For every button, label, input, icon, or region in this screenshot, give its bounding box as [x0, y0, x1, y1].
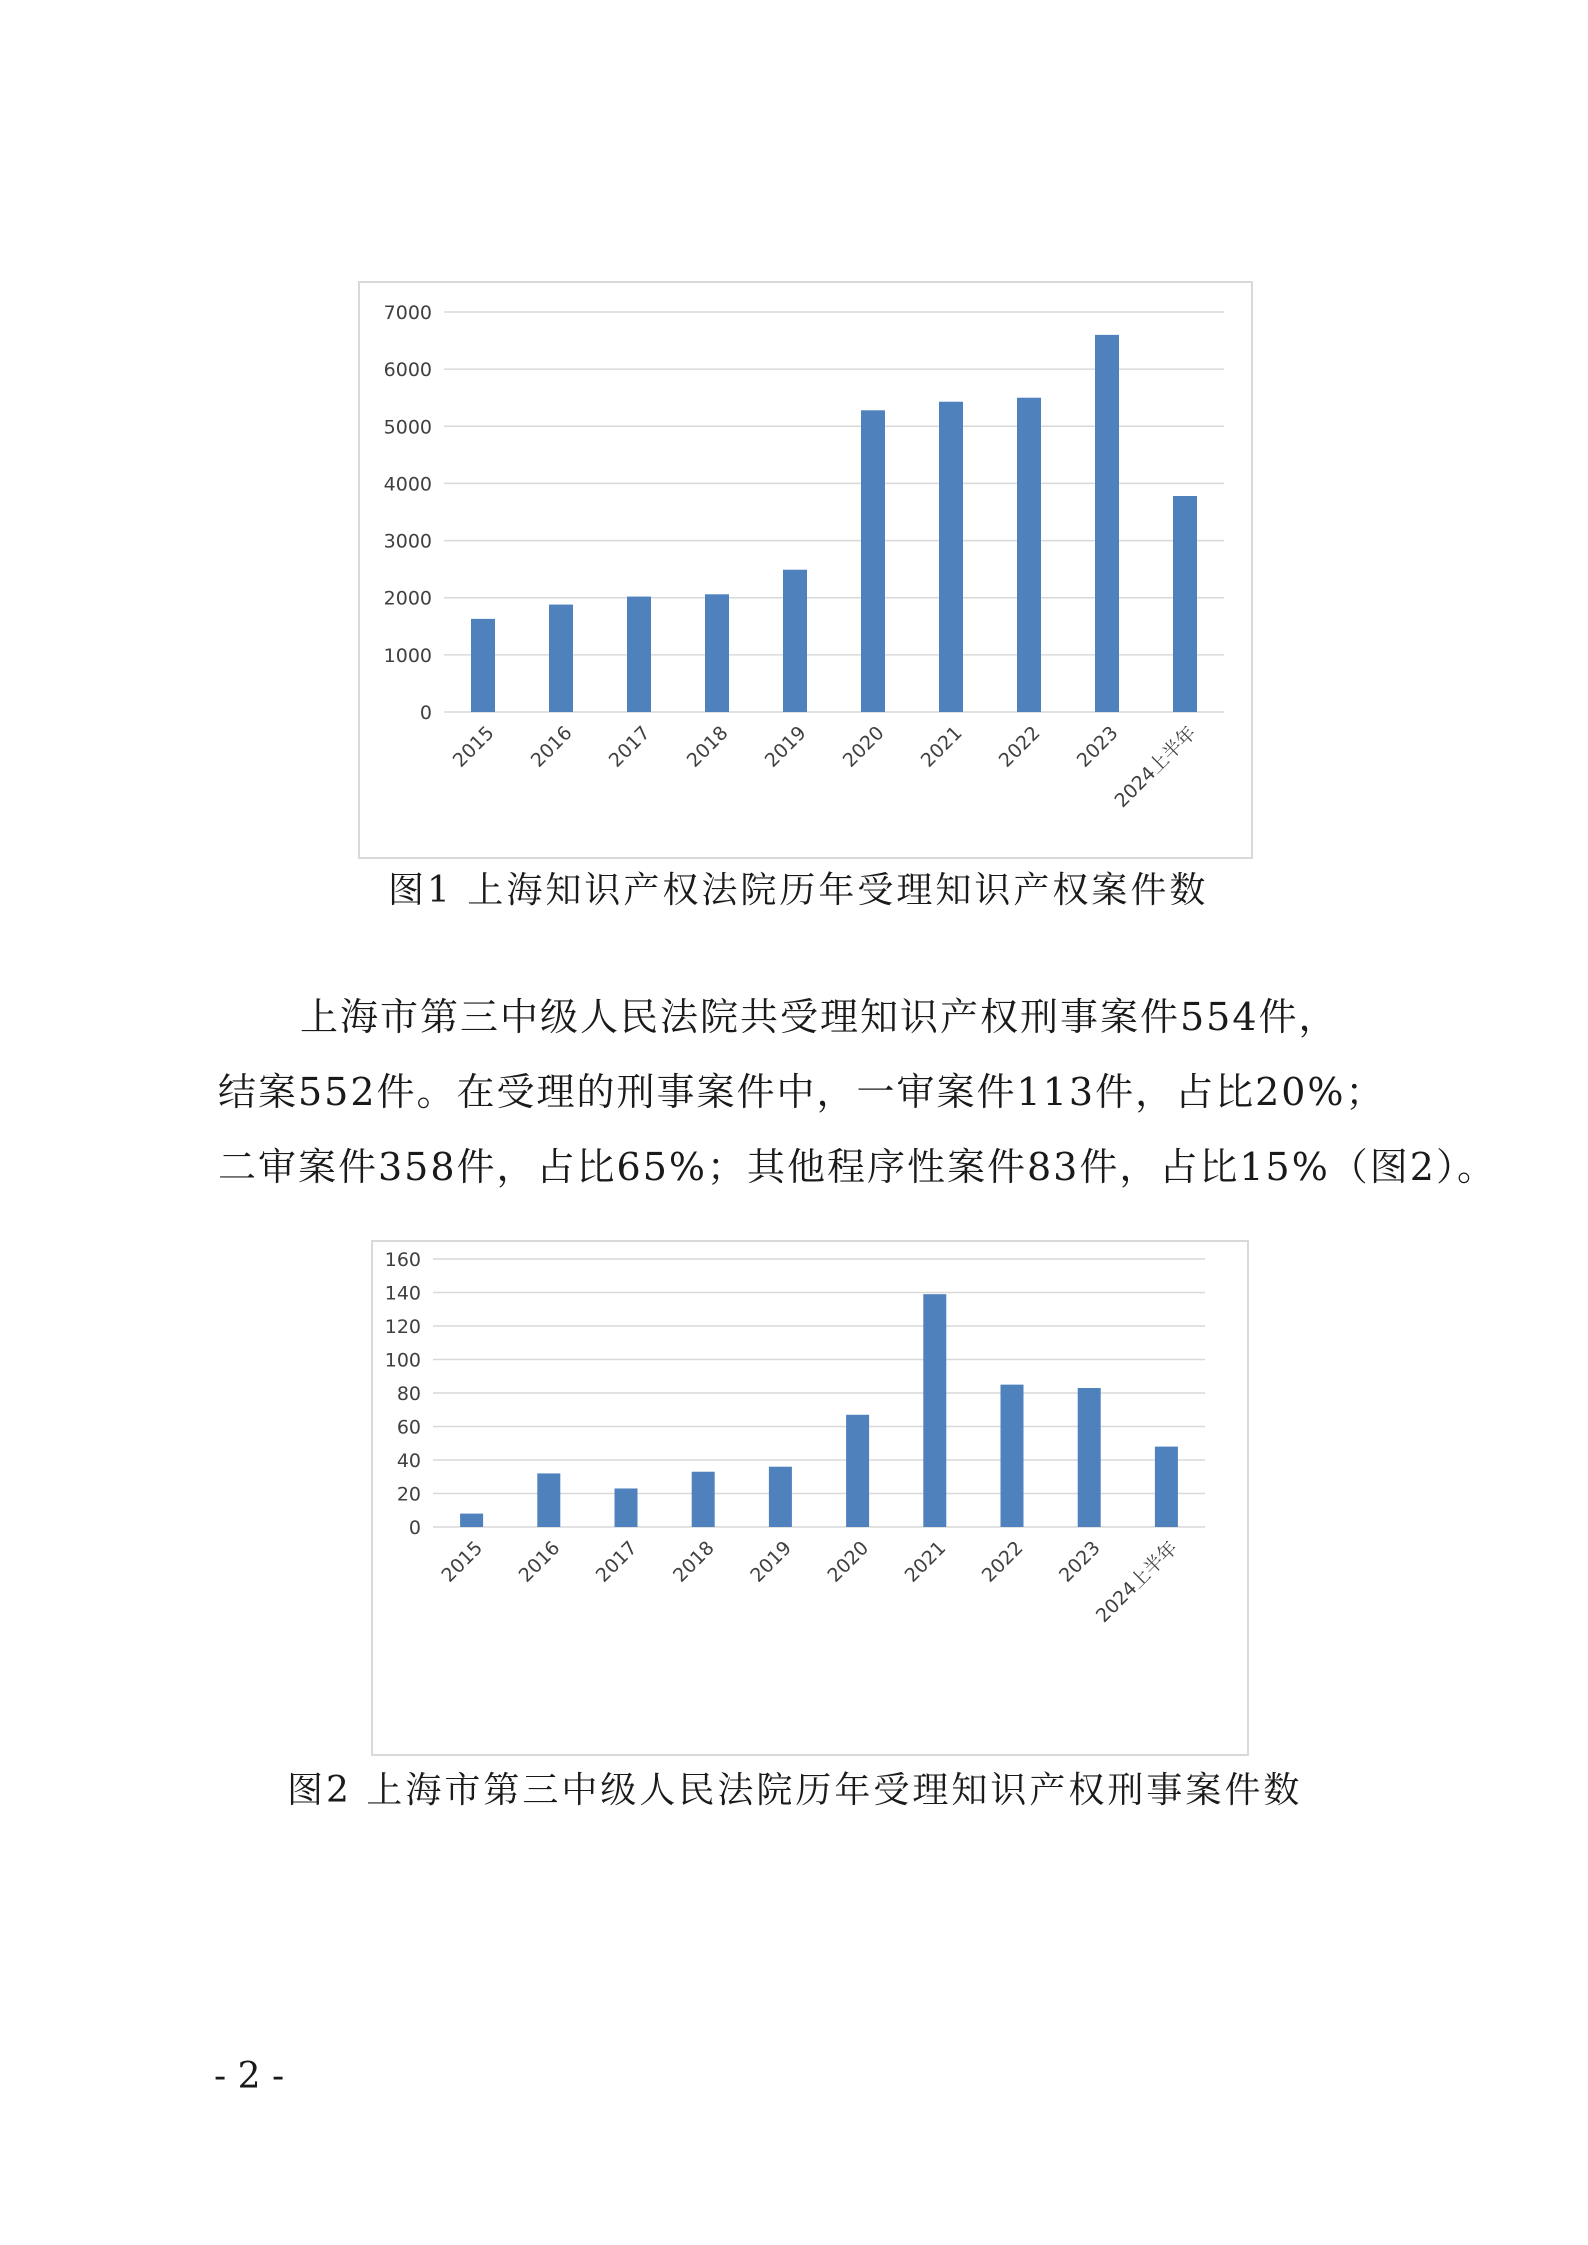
y-tick-label: 80: [396, 1383, 421, 1405]
y-tick-label: 20: [396, 1483, 421, 1506]
bar: [769, 1467, 792, 1527]
y-tick-label: 0: [408, 1517, 421, 1539]
y-tick-label: 4000: [383, 473, 432, 496]
page-number: - 2 -: [214, 2056, 285, 2097]
x-tick-label: 2024上半年: [1110, 721, 1201, 813]
y-tick-label: 100: [384, 1349, 421, 1372]
figure-1-chart: [358, 281, 1253, 859]
y-tick-label: 7000: [383, 302, 432, 324]
bar: [1155, 1447, 1178, 1527]
x-tick-label: 2016: [514, 1536, 565, 1587]
x-tick-label: 2016: [526, 721, 577, 772]
figure-1-svg: [360, 283, 1251, 857]
x-tick-label: 2019: [746, 1536, 796, 1587]
bar: [627, 597, 651, 712]
bar: [846, 1415, 869, 1527]
bar: [1001, 1385, 1024, 1527]
x-tick-label: 2022: [977, 1536, 1028, 1587]
figure-2-svg: [373, 1242, 1247, 1754]
x-tick-label: 2023: [1072, 721, 1123, 772]
bar: [471, 619, 495, 712]
paragraph-line-2: 结案552件。在受理的刑事案件中，一审案件113件，占比20%；: [218, 1070, 1386, 1114]
x-tick-label: 2017: [604, 721, 655, 772]
bar: [1173, 496, 1197, 712]
x-tick-label: 2017: [591, 1536, 642, 1587]
x-tick-label: 2015: [437, 1536, 488, 1587]
figure-2-chart: [371, 1240, 1249, 1756]
y-tick-label: 120: [384, 1316, 421, 1338]
paragraph-line-3: 二审案件358件，占比65%；其他程序性案件83件，占比15%（图2）。: [218, 1145, 1497, 1189]
x-tick-label: 2021: [900, 1536, 951, 1587]
bar: [1095, 335, 1119, 712]
bar: [1017, 398, 1041, 712]
x-tick-label: 2019: [760, 721, 811, 772]
y-tick-label: 140: [384, 1282, 421, 1305]
y-tick-label: 5000: [383, 416, 432, 439]
bar: [939, 402, 963, 712]
y-tick-label: 60: [396, 1416, 421, 1439]
x-tick-label: 2024上半年: [1091, 1536, 1182, 1628]
bar: [615, 1488, 638, 1527]
paragraph-line-1: 上海市第三中级人民法院共受理知识产权刑事案件554件，: [300, 995, 1339, 1039]
x-tick-label: 2018: [682, 721, 733, 772]
bar: [549, 605, 573, 712]
y-tick-label: 3000: [383, 530, 432, 553]
bar: [692, 1472, 715, 1527]
bar: [783, 570, 807, 712]
x-tick-label: 2023: [1054, 1536, 1105, 1587]
bar: [1078, 1388, 1101, 1527]
y-tick-label: 0: [419, 702, 432, 724]
figure-2-caption: 图2 上海市第三中级人民法院历年受理知识产权刑事案件数: [287, 1770, 1303, 1811]
x-tick-label: 2021: [916, 721, 967, 772]
bar: [460, 1514, 483, 1527]
x-tick-label: 2022: [994, 721, 1045, 772]
x-tick-label: 2020: [823, 1536, 874, 1587]
bar: [861, 410, 885, 712]
x-tick-label: 2018: [668, 1536, 719, 1587]
bar: [923, 1294, 946, 1527]
y-tick-label: 6000: [383, 359, 432, 382]
bar: [537, 1473, 560, 1527]
y-tick-label: 40: [396, 1450, 421, 1472]
bar: [705, 594, 729, 712]
x-tick-label: 2020: [838, 721, 889, 772]
x-tick-label: 2015: [448, 721, 499, 772]
figure-1-caption: 图1 上海知识产权法院历年受理知识产权案件数: [388, 870, 1209, 911]
y-tick-label: 1000: [383, 644, 432, 667]
y-tick-label: 2000: [383, 587, 432, 610]
y-tick-label: 160: [384, 1249, 421, 1271]
